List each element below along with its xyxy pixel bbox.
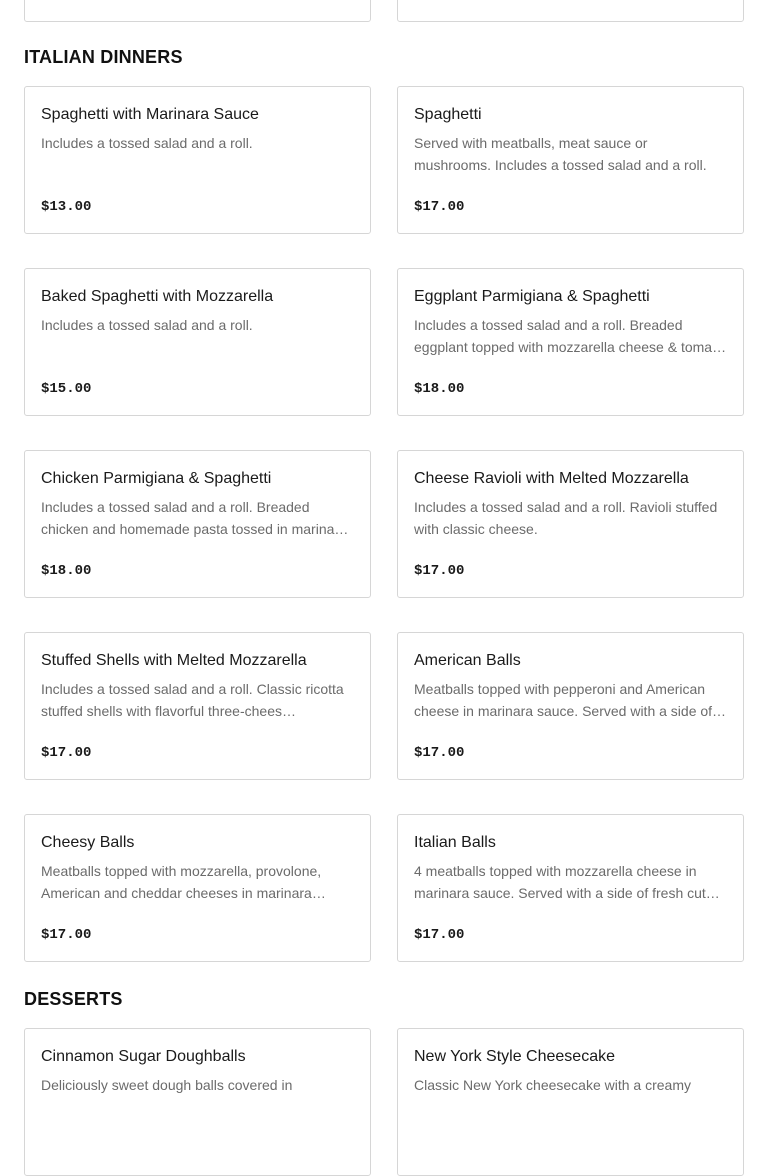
menu-item-description: Includes a tossed salad and a roll.: [41, 135, 253, 151]
menu-item-description: Includes a tossed salad and a roll. Classic ricotta stuffed shells with flavorful three-chees…: [41, 681, 344, 719]
menu-item-description: 4 meatballs topped with mozzarella cheese in marinara sauce. Served with a side of fresh cut…: [414, 863, 720, 901]
menu-item-name: Spaghetti: [414, 106, 482, 123]
menu-item-card[interactable]: [397, 814, 744, 962]
menu-item-price: $13.00: [41, 199, 92, 215]
menu-item-price: $17.00: [414, 927, 465, 943]
menu-item-card[interactable]: [24, 268, 371, 416]
menu-item-card[interactable]: [24, 86, 371, 234]
menu-item-price: $17.00: [414, 745, 465, 761]
menu-item-name: Baked Spaghetti with Mozzarella: [41, 288, 274, 305]
menu-item-description: Meatballs topped with pepperoni and American cheese in marinara sauce. Served with a side of…: [414, 681, 727, 719]
menu-item-description: Meatballs topped with mozzarella, provolone, American and cheddar cheeses in marinara…: [41, 863, 326, 901]
menu-item-description: Includes a tossed salad and a roll. Breaded chicken and homemade pasta tossed in marina…: [41, 499, 349, 537]
menu-item-card[interactable]: [24, 1028, 371, 1176]
menu-item-card-partial[interactable]: [397, 0, 744, 22]
menu-item-price: $17.00: [41, 745, 92, 761]
menu-item-name: Cheesy Balls: [41, 834, 135, 851]
menu-item-price: $17.00: [414, 563, 465, 579]
menu-item-price: $18.00: [41, 563, 92, 579]
section-title-desserts: DESSERTS: [24, 989, 123, 1009]
menu-item-price: $18.00: [414, 381, 465, 397]
menu-item-card[interactable]: [397, 86, 744, 234]
menu-item-name: Stuffed Shells with Melted Mozzarella: [41, 652, 307, 669]
menu-item-card[interactable]: [397, 268, 744, 416]
menu-item-card-partial[interactable]: [24, 0, 371, 22]
menu-item-price: $17.00: [41, 927, 92, 943]
menu-item-card[interactable]: [397, 450, 744, 598]
menu-item-description: Deliciously sweet dough balls covered in: [41, 1077, 293, 1093]
menu-item-name: Chicken Parmigiana & Spaghetti: [41, 470, 272, 487]
menu-item-name: Spaghetti with Marinara Sauce: [41, 106, 259, 123]
menu-item-price: $17.00: [414, 199, 465, 215]
menu-item-name: Eggplant Parmigiana & Spaghetti: [414, 288, 650, 305]
menu-item-card[interactable]: [397, 1028, 744, 1176]
section-title-italian-dinners: ITALIAN DINNERS: [24, 47, 183, 67]
menu-item-name: New York Style Cheesecake: [414, 1048, 615, 1065]
menu-item-name: Cinnamon Sugar Doughballs: [41, 1048, 246, 1065]
menu-item-name: Cheese Ravioli with Melted Mozzarella: [414, 470, 689, 487]
menu-item-card[interactable]: [397, 632, 744, 780]
menu-item-name: American Balls: [414, 652, 521, 669]
menu-item-description: Includes a tossed salad and a roll. Breaded eggplant topped with mozzarella cheese & toma…: [414, 317, 727, 355]
menu-item-description: Includes a tossed salad and a roll.: [41, 317, 253, 333]
menu-item-name: Italian Balls: [414, 834, 496, 851]
menu-item-card[interactable]: [24, 814, 371, 962]
menu-item-card[interactable]: [24, 632, 371, 780]
menu-item-description: Includes a tossed salad and a roll. Ravioli stuffed with classic cheese.: [414, 499, 718, 537]
menu-item-description: Served with meatballs, meat sauce or mushrooms. Includes a tossed salad and a roll.: [414, 135, 707, 173]
menu-item-card[interactable]: [24, 450, 371, 598]
menu-item-price: $15.00: [41, 381, 92, 397]
menu-item-description: Classic New York cheesecake with a creamy: [414, 1077, 692, 1093]
